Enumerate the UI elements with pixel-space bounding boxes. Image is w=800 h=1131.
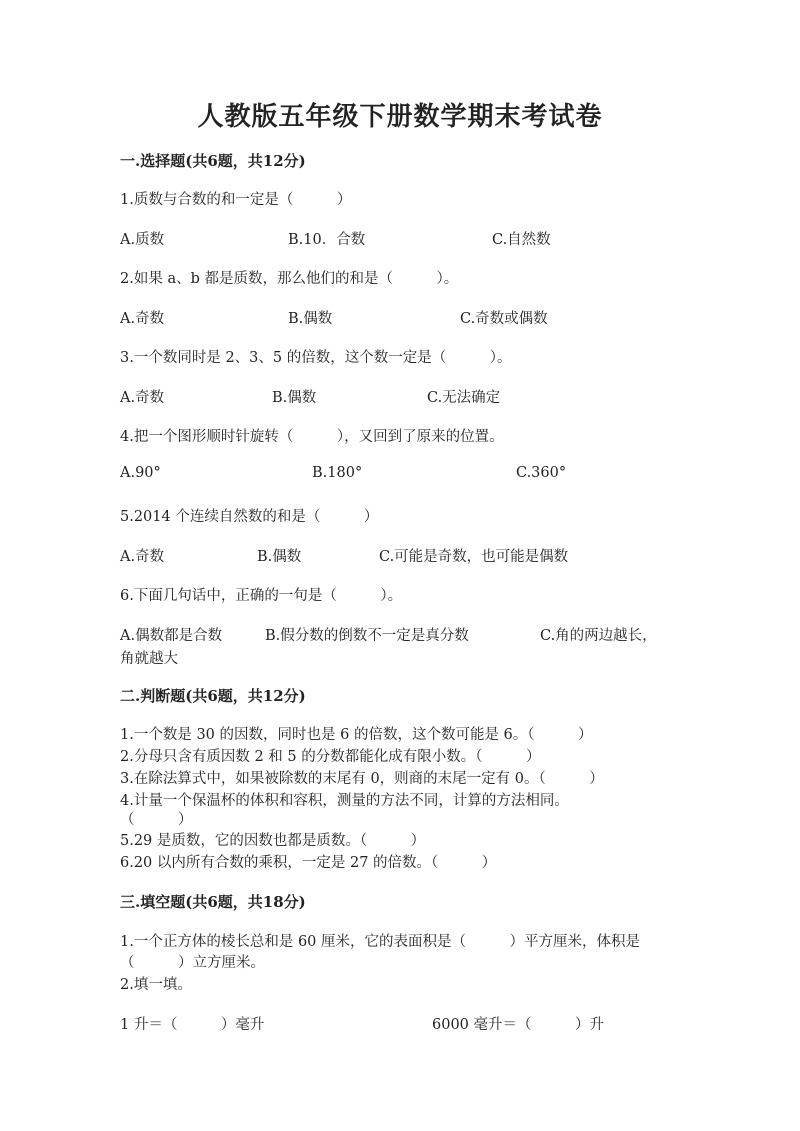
fill-question-2: 2.填一填。 <box>120 977 192 993</box>
choice-3-option-b: B.偶数 <box>272 390 317 406</box>
choice-6-option-c: C.角的两边越长， <box>540 628 657 644</box>
judge-item-2: 2.分母只含有质因数 2 和 5 的分数都能化成有限小数。（ ） <box>120 749 541 765</box>
judge-item-1: 1.一个数是 30 的因数，同时也是 6 的倍数，这个数可能是 6。（ ） <box>120 727 593 743</box>
choice-5-option-b: B.偶数 <box>257 549 302 565</box>
choice-1-option-c: C.自然数 <box>492 232 551 248</box>
choice-question-3: 3.一个数同时是 2、3、5 的倍数，这个数一定是（ ）。 <box>120 350 512 366</box>
choice-question-6: 6.下面几句话中，正确的一句是（ ）。 <box>120 588 403 604</box>
choice-2-option-a: A.奇数 <box>120 311 165 327</box>
choice-6-option-a: A.偶数都是合数 <box>120 628 223 644</box>
judge-item-5: 5.29 是质数，它的因数也都是质数。（ ） <box>120 833 426 849</box>
choice-question-4: 4.把一个图形顺时针旋转（ ），又回到了原来的位置。 <box>120 429 504 445</box>
choice-4-option-c: C.360° <box>516 465 567 481</box>
choice-5-option-c: C.可能是奇数，也可能是偶数 <box>379 549 569 565</box>
section-heading-fill: 三.填空题(共6题，共18分) <box>120 893 306 911</box>
judge-item-4-continued: （ ） <box>120 812 193 828</box>
choice-1-option-a: A.质数 <box>120 232 165 248</box>
choice-4-option-b: B.180° <box>312 465 363 481</box>
choice-3-option-a: A.奇数 <box>120 390 165 406</box>
choice-3-option-c: C.无法确定 <box>427 390 501 406</box>
choice-question-5: 5.2014 个连续自然数的和是（ ） <box>120 509 379 525</box>
section-heading-choice: 一.选择题(共6题，共12分) <box>120 152 306 170</box>
judge-item-3: 3.在除法算式中，如果被除数的末尾有 0，则商的末尾一定有 0。（ ） <box>120 771 604 787</box>
judge-item-4: 4.计量一个保温杯的体积和容积，测量的方法不同，计算的方法相同。 <box>120 793 569 809</box>
choice-6-option-b: B.假分数的倒数不一定是真分数 <box>265 628 469 644</box>
choice-5-option-a: A.奇数 <box>120 549 165 565</box>
section-heading-judge: 二.判断题(共6题，共12分) <box>120 687 306 705</box>
fill-question-1-line-2: （ ）立方厘米。 <box>120 955 265 971</box>
choice-2-option-b: B.偶数 <box>288 311 333 327</box>
choice-question-2: 2.如果 a、b 都是质数，那么他们的和是（ ）。 <box>120 271 459 287</box>
choice-4-option-a: A.90° <box>120 465 161 481</box>
fill-question-2-right: 6000 毫升＝（ ）升 <box>432 1017 605 1033</box>
judge-item-6: 6.20 以内所有合数的乘积，一定是 27 的倍数。（ ） <box>120 855 497 871</box>
choice-2-option-c: C.奇数或偶数 <box>460 311 548 327</box>
fill-question-1-line-1: 1.一个正方体的棱长总和是 60 厘米，它的表面积是（ ）平方厘米，体积是 <box>120 934 641 950</box>
fill-question-2-left: 1 升＝（ ）毫升 <box>120 1017 265 1033</box>
choice-question-1: 1.质数与合数的和一定是（ ） <box>120 192 352 208</box>
choice-6-option-c-continued: 角就越大 <box>120 651 178 667</box>
page-title: 人教版五年级下册数学期末考试卷 <box>197 102 603 132</box>
choice-1-option-b: B.10．合数 <box>288 232 366 248</box>
